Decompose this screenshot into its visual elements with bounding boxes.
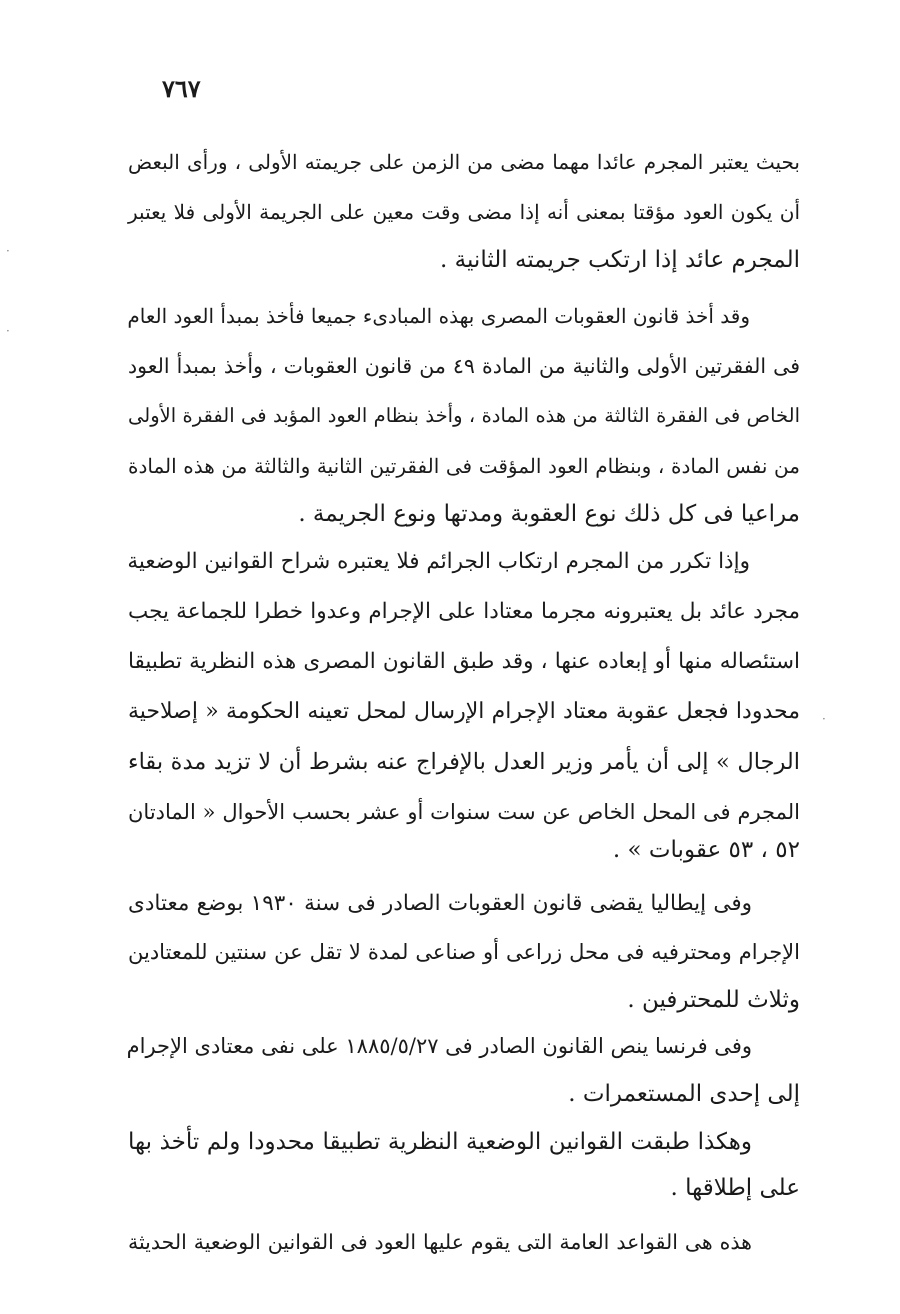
scan-speck: · [6, 324, 10, 338]
scan-speck: · [6, 244, 10, 258]
text-line: من نفس المادة ، وبنظام العود المؤقت فى الفقرتين الثانية والثالثة من هذه المادة [128, 454, 800, 478]
text-line: بحيث يعتبر المجرم عائدا مهما مضى من الزمن على جريمته الأولى ، ورأى البعض [128, 150, 800, 174]
page-number: ٧٦٧ [162, 74, 201, 103]
text-line: استئصاله منها أو إبعاده عنها ، وقد طبق القانون المصرى هذه النظرية تطبيقا [128, 649, 800, 674]
text-line: وفى فرنسا ينص القانون الصادر فى ١٨٨٥/٥/٢٧ على نفى معتادى الإجرام [126, 1034, 752, 1058]
text-line: مجرد عائد بل يعتبرونه مجرما معتادا على الإجرام وعدوا خطرا للجماعة يجب [128, 599, 800, 624]
text-line: محدودا فجعل عقوبة معتاد الإجرام الإرسال لمحل تعينه الحكومة « إصلاحية [128, 699, 800, 724]
text-line: وفى إيطاليا يقضى قانون العقوبات الصادر فى سنة ١٩٣٠ بوضع معتادى [128, 891, 752, 916]
text-line: وإذا تكرر من المجرم ارتكاب الجرائم فلا يعتبره شراح القوانين الوضعية [127, 549, 750, 574]
text-line: المجرم عائد إذا ارتكب جريمته الثانية . [440, 247, 800, 273]
scan-speck: · [822, 712, 826, 726]
text-line: وهكذا طبقت القوانين الوضعية النظرية تطبيقا محدودا ولم تأخذ بها [128, 1129, 752, 1155]
text-line: مراعيا فى كل ذلك نوع العقوبة ومدتها ونوع الجريمة . [298, 501, 800, 527]
text-line: الخاص فى الفقرة الثالثة من هذه المادة ، وأخذ بنظام العود المؤبد فى الفقرة الأولى [128, 404, 800, 427]
text-line: الرجال » إلى أن يأمر وزير العدل بالإفراج عنه بشرط أن لا تزيد مدة بقاء [128, 749, 800, 775]
text-line: أن يكون العود مؤقتا بمعنى أنه إذا مضى وقت معين على الجريمة الأولى فلا يعتبر [128, 200, 800, 224]
text-line: إلى إحدى المستعمرات . [568, 1081, 800, 1107]
text-line: الإجرام ومحترفيه فى محل زراعى أو صناعى لمدة لا تقل عن سنتين للمعتادين [128, 940, 800, 964]
text-line: وقد أخذ قانون العقوبات المصرى بهذه المبادىء جميعا فأخذ بمبدأ العود العام [127, 304, 750, 328]
text-line: فى الفقرتين الأولى والثانية من المادة ٤٩ من قانون العقوبات ، وأخذ بمبدأ العود [128, 354, 800, 378]
text-line: على إطلاقها . [670, 1175, 800, 1201]
text-line: ٥٢ ، ٥٣ عقوبات » . [612, 837, 800, 863]
text-line: هذه هى القواعد العامة التى يقوم عليها العود فى القوانين الوضعية الحديثة [128, 1230, 752, 1254]
text-line: وثلاث للمحترفين . [627, 987, 800, 1013]
text-line: المجرم فى المحل الخاص عن ست سنوات أو عشر بحسب الأحوال « المادتان [128, 800, 800, 824]
